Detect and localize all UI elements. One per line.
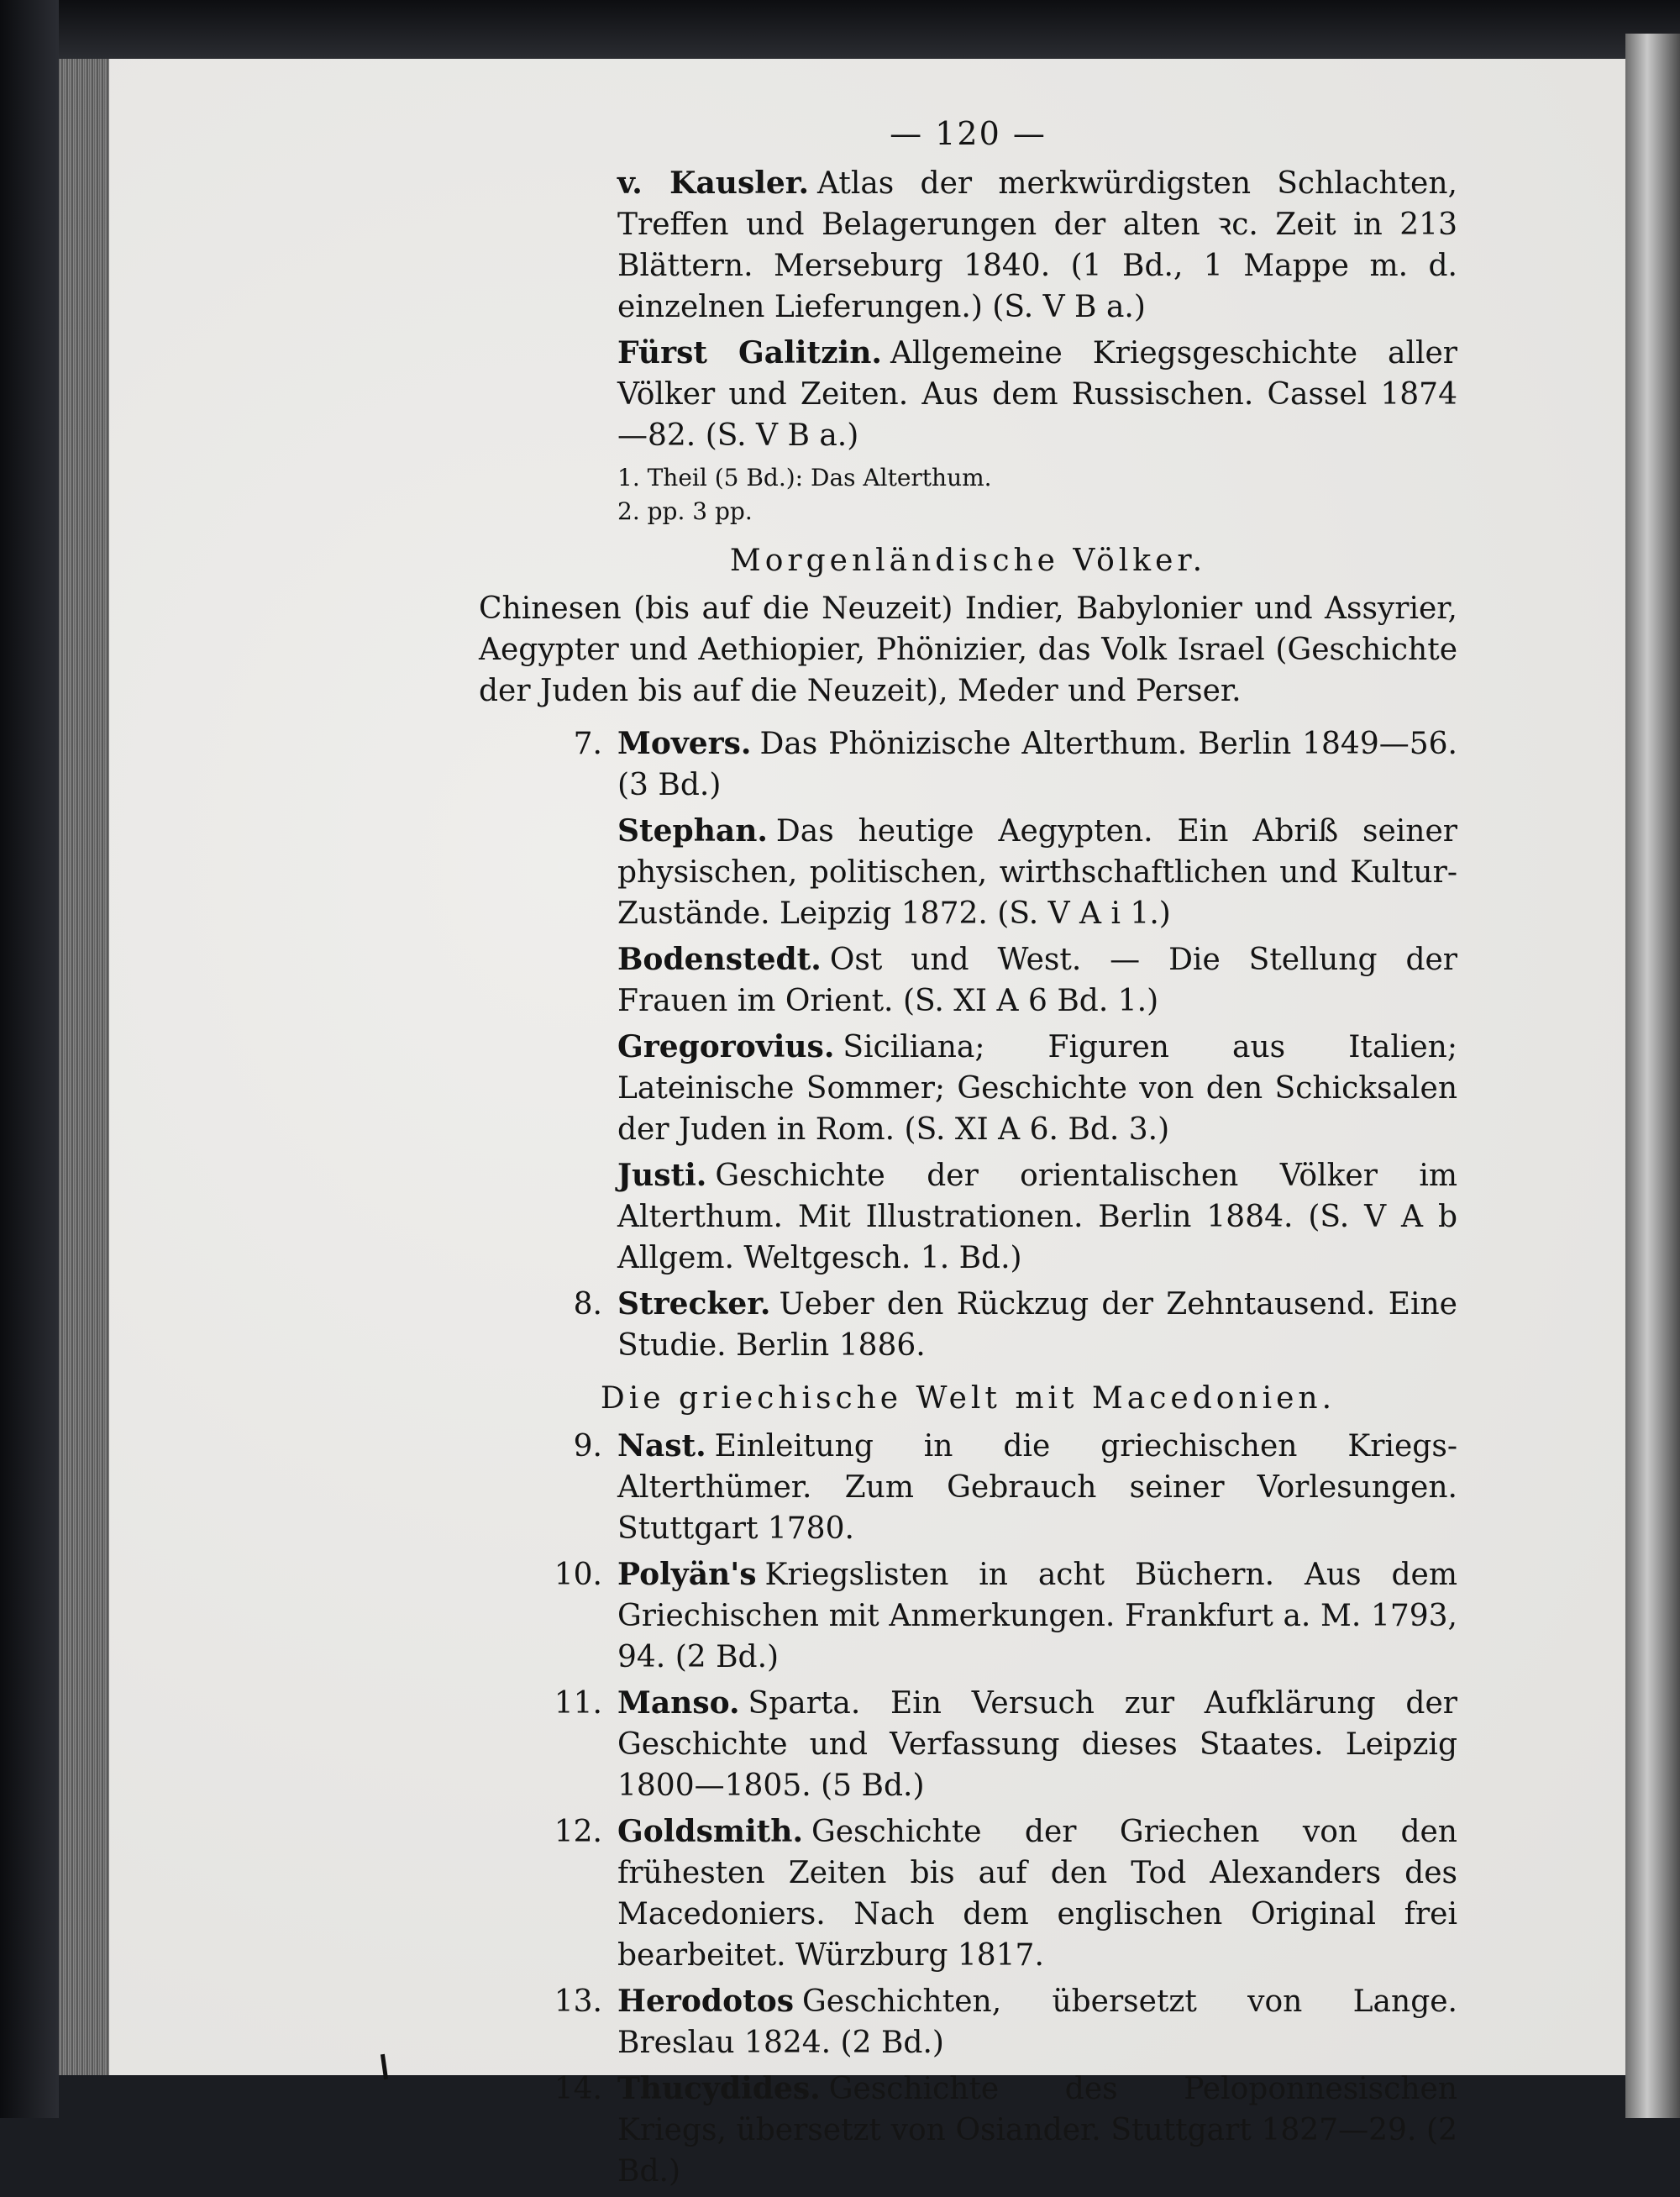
bibliography-entry xyxy=(479,2068,1457,2192)
entry-number: 11. xyxy=(554,1686,602,1721)
entry-text: Geschichte der orientalischen Völker im Alterthum. Mit Illustrationen. Berlin 1884. (S. V A b Allgem. Weltgesch. 1. Bd.) xyxy=(617,1159,1457,1275)
entry-text: Einleitung in die griechischen Kriegs-Alterthümer. Zum Gebrauch seiner Vorlesungen. Stuttgart 1780. xyxy=(617,1429,1457,1546)
book-binding-left xyxy=(0,0,59,2118)
page-edges-stack xyxy=(59,59,109,2075)
entry-author: Gregorovius. xyxy=(617,1029,835,1064)
entry-number: 12. xyxy=(554,1815,602,1849)
entry-number: 9. xyxy=(573,1429,602,1464)
bibliography-entry xyxy=(479,1811,1457,1976)
bibliography-entry xyxy=(479,163,1457,328)
sub-line: 2. pp. 3 pp. xyxy=(617,497,753,525)
entry-text: Geschichten, übersetzt von Lange. Breslau 1824. (2 Bd.) xyxy=(617,1984,1457,2060)
entry-text: Geschichte der Griechen von den frühesten Zeiten bis auf den Tod Alexanders des Macedoniers. Nach dem englischen Original frei bearbeitet. Würzburg 1817. xyxy=(617,1815,1457,1973)
entry-author: Strecker. xyxy=(617,1286,771,1322)
entry-number: 13. xyxy=(554,1984,602,2019)
entry-text: Das heutige Aegypten. Ein Abriß seiner physischen, politischen, wirthschaftlichen und Kultur-Zustände. Leipzig 1872. (S. V A i 1.) xyxy=(617,814,1457,931)
page-content xyxy=(479,113,1457,2197)
bibliography-entry xyxy=(479,1981,1457,2063)
entry-author: Polyän's xyxy=(617,1557,757,1592)
bibliography-entry xyxy=(479,1155,1457,1279)
entry-text: Sparta. Ein Versuch zur Aufklärung der Geschichte und Verfassung dieses Staates. Leipzig 1800—1805. (5 Bd.) xyxy=(617,1686,1457,1803)
entry-text: Atlas der merkwürdigsten Schlachten, Treffen und Belagerungen der alten ꝛc. Zeit in 213 Blättern. Merseburg 1840. (1 Bd., 1 Mappe m. d. einzelnen Lieferungen.) (S. V B a.) xyxy=(617,166,1457,324)
section-description: Chinesen (bis auf die Neuzeit) Indier, Babylonier und Assyrier, Aegypter und Aethiopier, Phönizier, das Volk Israel (Geschichte der Juden bis auf die Neuzeit), Meder und Perser. xyxy=(479,591,1457,708)
entry-text: Das Phönizische Alterthum. Berlin 1849—56. (3 Bd.) xyxy=(617,727,1457,802)
book-binding-top xyxy=(0,0,1680,59)
bibliography-entry xyxy=(479,1027,1457,1150)
bibliography-entry xyxy=(479,1426,1457,1549)
entry-text: Geschichte des Peloponnesischen Kriegs, übersetzt von Osiander. Stuttgart 1827—29. (2 Bd.) xyxy=(617,2072,1457,2189)
entry-number: 14. xyxy=(554,2072,602,2106)
entry-author: Nast. xyxy=(617,1428,706,1464)
entry-number: 7. xyxy=(573,727,602,761)
entry-author: Movers. xyxy=(617,726,752,761)
bibliography-entry xyxy=(479,723,1457,806)
bibliography-entry xyxy=(479,1284,1457,1366)
entries-oriental xyxy=(479,723,1457,1366)
entry-text: Allgemeine Kriegsgeschichte aller Völker und Zeiten. Aus dem Russischen. Cassel 1874—82. (S. V B a.) xyxy=(617,336,1457,453)
section-heading-oriental: Morgenländische Völker. xyxy=(729,544,1207,578)
entry-author: Herodotos xyxy=(617,1984,794,2019)
entries-top xyxy=(479,163,1457,456)
entry-author: v. Kausler. xyxy=(617,166,809,201)
entry-text: Kriegslisten in acht Büchern. Aus dem Griechischen mit Anmerkungen. Frankfurt a. M. 1793, 94. (2 Bd.) xyxy=(617,1558,1457,1674)
entry-text: Siciliana; Figuren aus Italien; Lateinische Sommer; Geschichte von den Schicksalen der Juden in Rom. (S. XI A 6. Bd. 3.) xyxy=(617,1030,1457,1147)
entry-author: Justi. xyxy=(617,1158,707,1193)
entries-greek xyxy=(479,1426,1457,2192)
book-right-edge xyxy=(1625,34,1680,2118)
entry-author: Stephan. xyxy=(617,813,768,849)
bibliography-entry xyxy=(479,1554,1457,1678)
entry-number: 8. xyxy=(573,1287,602,1322)
bibliography-entry xyxy=(479,811,1457,934)
entry-author: Goldsmith. xyxy=(617,1814,803,1849)
entry-number: 10. xyxy=(554,1558,602,1592)
section-heading-greek: Die griechische Welt mit Macedonien. xyxy=(600,1381,1336,1416)
sub-line: 1. Theil (5 Bd.): Das Alterthum. xyxy=(617,464,992,491)
entry-text: Ost und West. — Die Stellung der Frauen im Orient. (S. XI A 6 Bd. 1.) xyxy=(617,943,1457,1018)
entry-text: Ueber den Rückzug der Zehntausend. Eine Studie. Berlin 1886. xyxy=(617,1287,1457,1363)
entry-author: Fürst Galitzin. xyxy=(617,335,882,371)
bibliography-entry xyxy=(479,333,1457,456)
bibliography-entry xyxy=(479,939,1457,1022)
bibliography-entry xyxy=(479,1683,1457,1806)
entry-author: Thucydides. xyxy=(617,2071,821,2106)
entry-author: Manso. xyxy=(617,1685,740,1721)
page-number: — 120 — xyxy=(890,115,1047,152)
entry-author: Bodenstedt. xyxy=(617,942,822,977)
